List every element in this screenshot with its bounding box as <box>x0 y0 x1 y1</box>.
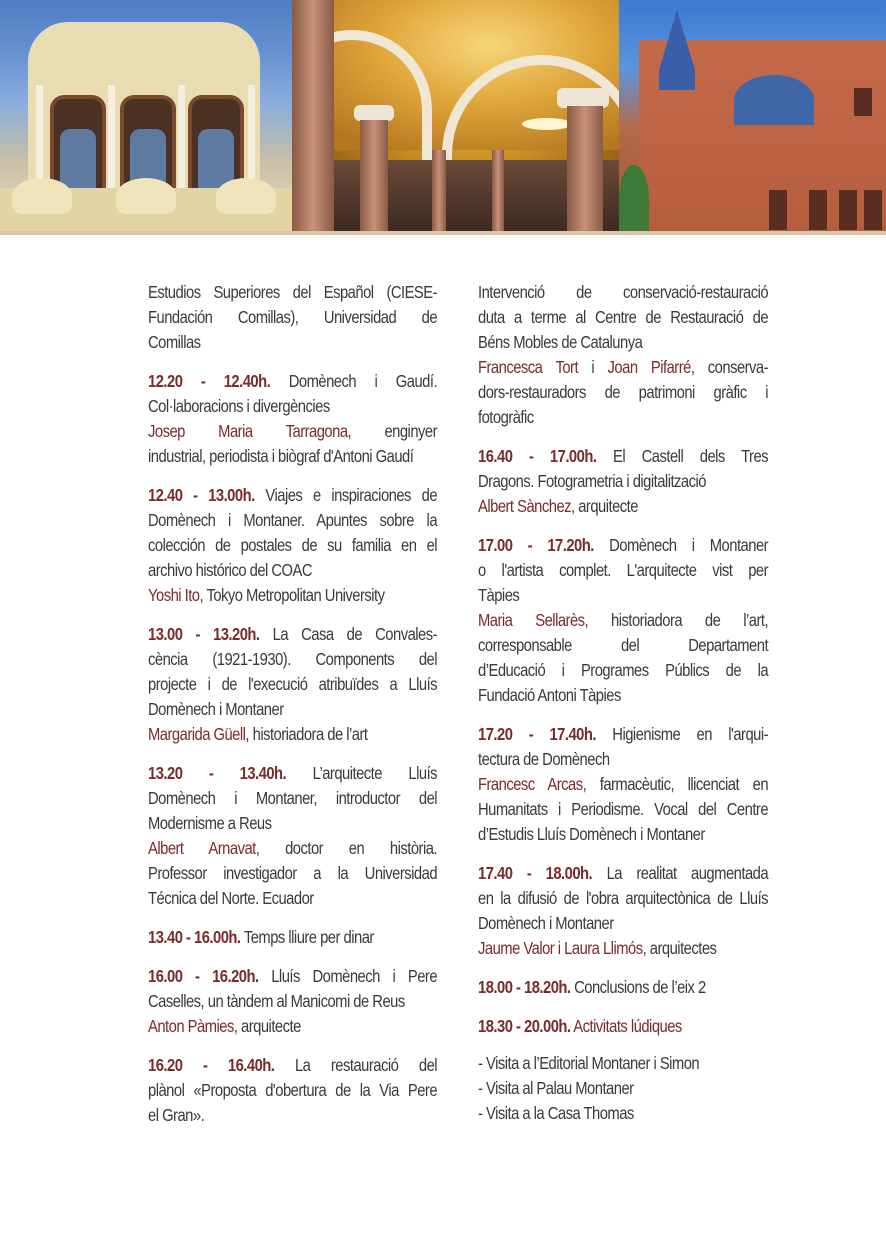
space <box>351 421 384 441</box>
session-line <box>148 1103 437 1128</box>
photo-facade <box>0 0 292 231</box>
space <box>259 966 272 986</box>
session-line <box>148 761 437 786</box>
speaker-role-line: fotogràfic <box>478 407 534 427</box>
space <box>588 610 611 630</box>
capital-shape <box>557 88 609 108</box>
space <box>255 485 266 505</box>
column-shape <box>567 106 603 231</box>
activity-item: - Visita a la Casa Thomas <box>478 1103 634 1123</box>
speaker-line <box>478 355 768 380</box>
session-line <box>478 633 768 658</box>
session-title-line: tectura de Domènech <box>478 749 610 769</box>
column-shape <box>292 0 334 231</box>
session-title-line: Tàpies <box>478 585 520 605</box>
session-line <box>148 483 437 508</box>
session-line <box>148 925 437 950</box>
speaker-name: Margarida Güell, <box>148 724 250 744</box>
session-block <box>148 483 437 608</box>
session-title: Lluís Domènech i Pere <box>271 966 438 986</box>
session-title-line: Caselles, un tàndem al Manicomi de Reus <box>148 991 405 1011</box>
speaker-name: Francesca Tort <box>478 357 579 377</box>
session-time: 12.40 - 13.00h. <box>148 485 255 505</box>
session-line <box>148 861 437 886</box>
window-shape <box>769 190 787 230</box>
program-column-right <box>478 280 768 1140</box>
speaker-name: Anton Pàmies, <box>148 1016 238 1036</box>
session-line <box>148 558 437 583</box>
session-title-line: en la difusió de l'obra arquitectònica de Lluís <box>478 888 769 908</box>
session-time: 17.20 - 17.40h. <box>478 724 596 744</box>
session-time: 16.20 - 16.40h. <box>148 1055 275 1075</box>
speaker-role: enginyer <box>384 421 438 441</box>
session-list <box>148 369 437 1128</box>
speaker-role-line: industrial, periodista i biògraf d'Antoni Gaudí <box>148 446 414 466</box>
session-line <box>478 772 768 797</box>
session-line <box>478 583 768 608</box>
session-line <box>148 697 437 722</box>
session-line <box>148 786 437 811</box>
session-line <box>148 722 437 747</box>
session-line <box>148 836 437 861</box>
speaker-role: doctor en història. <box>285 838 438 858</box>
session-continuation <box>478 280 768 430</box>
session-title: Temps lliure per dinar <box>243 927 374 947</box>
session-time: 13.40 - 16.00h. <box>148 927 241 947</box>
speaker-role: arquitecte <box>578 496 638 516</box>
session-block <box>478 975 768 1000</box>
session-line <box>148 672 437 697</box>
space <box>270 371 288 391</box>
session-title-line: Modernisme a Reus <box>148 813 272 833</box>
session-block <box>478 444 768 519</box>
session-title: Higienisme en l'arqui- <box>612 724 769 744</box>
session-line <box>478 444 768 469</box>
session-line <box>148 394 437 419</box>
session-line <box>148 583 437 608</box>
speaker-role-line: Humanitats i Periodisme. Vocal del Centre <box>478 799 769 819</box>
session-time: 13.00 - 13.20h. <box>148 624 260 644</box>
session-line <box>478 911 768 936</box>
session-block <box>148 925 437 950</box>
space <box>596 446 613 466</box>
session-line <box>478 469 768 494</box>
speaker-role: historiadora de l’art, <box>611 610 769 630</box>
speaker-role: arquitectes <box>649 938 717 958</box>
session-block <box>148 964 437 1039</box>
session-title: La restauració del <box>294 1055 438 1075</box>
space <box>286 763 312 783</box>
session-line <box>148 989 437 1014</box>
session-line <box>478 533 768 558</box>
activities-title: Activitats lúdiques <box>573 1016 682 1036</box>
space <box>592 863 606 883</box>
session-block <box>478 861 768 961</box>
speaker-role: , conserva- <box>690 357 769 377</box>
space <box>596 724 612 744</box>
session-time: 13.20 - 13.40h. <box>148 763 287 783</box>
session-title-line: Dragons. Fotogrametria i digitalització <box>478 471 706 491</box>
session-title: La Casa de Convales- <box>272 624 438 644</box>
session-time: 18.00 - 18.20h. <box>478 977 571 997</box>
window-shape <box>864 190 882 230</box>
speaker-name: Maria Sellarès, <box>478 610 589 630</box>
intro-affiliation <box>148 280 437 355</box>
session-block <box>148 761 437 911</box>
session-title: L’arquitecte Lluís <box>312 763 438 783</box>
session-line <box>478 861 768 886</box>
speaker-role: Tokyo Metropolitan University <box>206 585 385 605</box>
speaker-role-line: Fundació Antoni Tàpies <box>478 685 621 705</box>
activity-item: - Visita a l’Editorial Montaner i Simon <box>478 1053 700 1073</box>
speaker-role-line: corresponsable del Departament <box>478 635 769 655</box>
session-title-line: Intervenció de conservació-restauració <box>478 282 769 302</box>
speaker-name: Yoshi Ito, <box>148 585 204 605</box>
session-title-line: el Gran». <box>148 1105 205 1125</box>
session-title-line: Domènech i Montaner. Apuntes sobre la <box>148 510 438 530</box>
session-line <box>478 608 768 633</box>
session-block <box>148 1053 437 1128</box>
header-photo-strip <box>0 0 886 231</box>
session-title: Domènech i Montaner <box>609 535 769 555</box>
session-title-line: duta a terme al Centre de Restauració de <box>478 307 769 327</box>
session-title-line: Domènech i Montaner <box>148 699 284 719</box>
lamp-shape <box>522 118 572 130</box>
speaker-role-line: dors-restauradors de patrimoni gràfic i <box>478 382 769 402</box>
session-line <box>478 975 768 1000</box>
intro-line: Estudios Superiores del Español (CIESE- <box>148 282 438 302</box>
intro-line: Comillas <box>148 332 201 352</box>
session-title-line: Domènech i Montaner, introductor del <box>148 788 438 808</box>
window-shape <box>839 190 857 230</box>
space <box>259 838 285 858</box>
speaker-role-line: Professor investigador a la Universidad <box>148 863 438 883</box>
session-line <box>478 822 768 847</box>
space <box>260 624 273 644</box>
session-line <box>478 683 768 708</box>
speaker-role-line: d’Estudis Lluís Domènech i Montaner <box>478 824 705 844</box>
program-column-left <box>148 280 437 1142</box>
session-line <box>478 658 768 683</box>
photo-brick-castle <box>619 0 886 231</box>
session-line <box>478 797 768 822</box>
tree-shape <box>619 165 649 231</box>
session-title-line: o l'artista complet. L'arquitecte vist per <box>478 560 769 580</box>
session-time: 18.30 - 20.00h. <box>478 1016 571 1036</box>
speaker-join: i <box>578 357 608 377</box>
session-title: La realitat augmentada <box>606 863 769 883</box>
session-line <box>148 964 437 989</box>
column-shape <box>492 150 504 231</box>
session-line <box>478 722 768 747</box>
ornament-shape <box>116 178 176 214</box>
speaker-name: Jaume Valor i Laura Llimós, <box>478 938 647 958</box>
session-line <box>148 444 437 469</box>
session-title: El Castell dels Tres <box>612 446 769 466</box>
window-shape <box>809 190 827 230</box>
session-block <box>148 622 437 747</box>
speaker-role-line: d’Educació i Programes Públics de la <box>478 660 769 680</box>
session-line <box>478 886 768 911</box>
session-title-line: cència (1921-1930). Components del <box>148 649 438 669</box>
session-title-line: projecte i de l'execució atribuïdes a Lluís <box>148 674 438 694</box>
photo-border <box>0 231 886 235</box>
intro-line: Fundación Comillas), Universidad de <box>148 307 438 327</box>
session-time: 12.20 - 12.40h. <box>148 371 271 391</box>
speaker-name: Albert Arnavat, <box>148 838 260 858</box>
column-shape <box>178 85 185 205</box>
session-title-line: Col·laboracions i divergències <box>148 396 330 416</box>
session-line <box>148 1014 437 1039</box>
session-block <box>148 369 437 469</box>
activities-heading <box>478 1014 768 1039</box>
window-shape <box>854 88 872 116</box>
speaker-role-line: Técnica del Norte. Ecuador <box>148 888 314 908</box>
session-line <box>148 886 437 911</box>
session-line <box>478 747 768 772</box>
space <box>274 1055 295 1075</box>
session-list <box>478 444 768 1000</box>
activity-item: - Visita al Palau Montaner <box>478 1078 634 1098</box>
activities-block <box>478 1014 768 1126</box>
ornament-shape <box>216 178 276 214</box>
session-line <box>148 419 437 444</box>
session-time: 16.40 - 17.00h. <box>478 446 597 466</box>
session-title-line: plànol «Proposta d'obertura de la Via Pere <box>148 1080 438 1100</box>
session-line <box>478 494 768 519</box>
session-line <box>148 622 437 647</box>
session-line <box>478 936 768 961</box>
speaker-name: Josep Maria Tarragona, <box>148 421 352 441</box>
speaker-role: historiadora de l’art <box>252 724 368 744</box>
session-line <box>478 558 768 583</box>
session-title-line: Domènech i Montaner <box>478 913 614 933</box>
session-block <box>478 722 768 847</box>
session-title-line: Béns Mobles de Catalunya <box>478 332 643 352</box>
session-line <box>148 533 437 558</box>
session-line <box>148 1053 437 1078</box>
speaker-role: arquitecte <box>241 1016 301 1036</box>
speaker-name: Albert Sànchez, <box>478 496 575 516</box>
ornament-shape <box>12 178 72 214</box>
space <box>594 535 609 555</box>
session-title-line: archivo histórico del COAC <box>148 560 313 580</box>
capital-shape <box>354 105 394 121</box>
speaker-name: Francesc Arcas, <box>478 774 587 794</box>
space <box>586 774 600 794</box>
session-time: 17.00 - 17.20h. <box>478 535 594 555</box>
session-line <box>148 1078 437 1103</box>
session-time: 17.40 - 18.00h. <box>478 863 593 883</box>
session-block <box>478 533 768 708</box>
speaker-role: farmacèutic, llicenciat en <box>599 774 769 794</box>
session-title: Viajes e inspiraciones de <box>265 485 438 505</box>
speaker-name: Joan Pifarré <box>607 357 691 377</box>
session-line <box>148 647 437 672</box>
column-shape <box>432 150 446 231</box>
column-shape <box>108 85 115 205</box>
session-title-line: colección de postales de su familia en el <box>148 535 438 555</box>
session-time: 16.00 - 16.20h. <box>148 966 259 986</box>
session-line <box>148 508 437 533</box>
session-line <box>148 369 437 394</box>
session-title: Conclusions de l’eix 2 <box>574 977 706 997</box>
photo-golden-hall <box>292 0 619 231</box>
session-title: Domènech i Gaudí. <box>288 371 438 391</box>
column-shape <box>360 120 388 231</box>
session-line <box>148 811 437 836</box>
dome-shape <box>734 75 814 125</box>
